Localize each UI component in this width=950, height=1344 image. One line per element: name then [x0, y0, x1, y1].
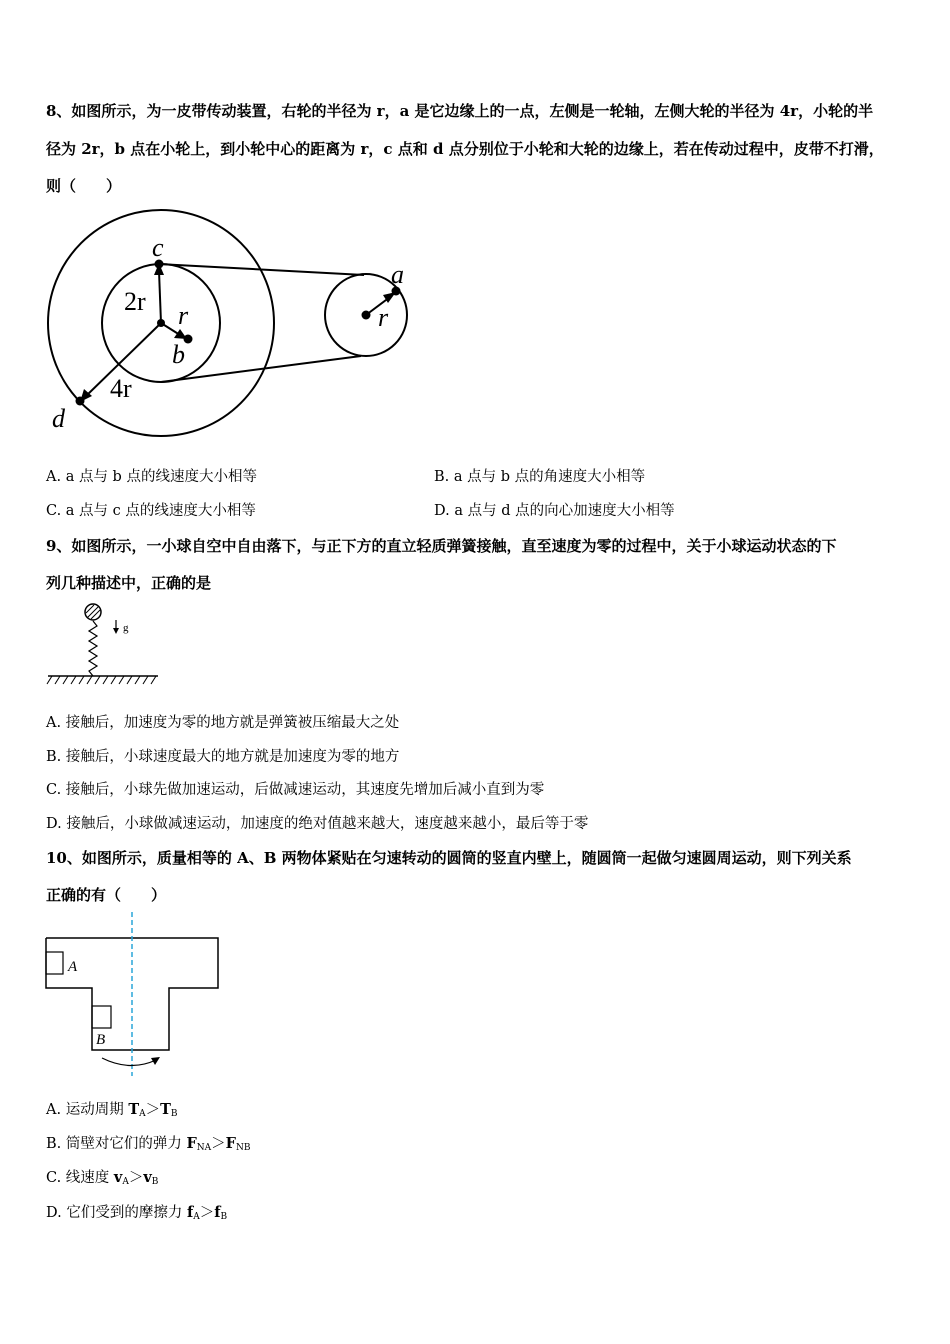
label-g: g [123, 622, 129, 634]
q10-option-a: A. 运动周期 $T_A>T_B$ [46, 1101, 178, 1119]
q8-option-c: C. a 点与 c 点的线速度大小相等 [46, 503, 256, 519]
q9-option-b: B. 接触后，小球速度最大的地方就是加速度为零的地方 [46, 749, 400, 765]
label-c: c [152, 233, 164, 262]
q9-option-a: A. 接触后，加速度为零的地方就是弹簧被压缩最大之处 [46, 715, 400, 731]
q9-option-d: D. 接触后，小球做减速运动，加速度的绝对值越来越大，速度越来越小，最后等于零 [46, 816, 589, 832]
q10-option-d: D. 它们受到的摩擦力 $f_A>f_B$ [46, 1204, 228, 1222]
q10-option-b: B. 筒壁对它们的弹力 $F_{NA}>F_{NB}$ [46, 1135, 251, 1153]
q8-option-b: B. a 点与 b 点的角速度大小相等 [434, 469, 646, 485]
q9-option-c: C. 接触后，小球先做加速运动，后做减速运动，其速度先增加后减小直到为零 [46, 782, 545, 798]
q8-text-line3: 则（ ） [46, 177, 122, 195]
rotating-cylinder-figure [40, 910, 230, 1080]
label-a: a [391, 260, 404, 289]
q10-option-c: C. 线速度 $v_A>v_B$ [46, 1169, 159, 1187]
label-2r: 2r [124, 287, 146, 316]
q9-text-line1: 9、如图所示，一小球自空中自由落下，与正下方的直立轻质弹簧接触，直至速度为零的过程中，关于小球运动状态的下 [46, 537, 837, 555]
q8-text-line2: 径为 2r，b 点在小轮上，到小轮中心的距离为 r，c 点和 d 点分别位于小轮和大轮的边缘上，若在传动过程中，皮带不打滑， [46, 140, 884, 158]
label-d: d [52, 404, 65, 433]
label-r-left: r [178, 301, 189, 330]
q10-text-line1: 10、如图所示，质量相等的 A、B 两物体紧贴在匀速转动的圆筒的竖直内壁上，随圆筒一起做匀速圆周运动，则下列关系 [46, 849, 852, 867]
q9-text-line2: 列几种描述中，正确的是 [46, 574, 212, 592]
spring-ball-figure [44, 600, 164, 692]
label-block-a: A [68, 959, 78, 975]
q8-text-line1: 8、如图所示，为一皮带传动装置，右轮的半径为 r，a 是它边缘上的一点，左侧是一轮轴，左侧大轮的半径为 4r，小轮的半 [46, 102, 874, 120]
belt-drive-figure [40, 205, 420, 445]
label-r-right: r [378, 303, 389, 332]
label-4r: 4r [110, 374, 132, 403]
q8-option-d: D. a 点与 d 点的向心加速度大小相等 [434, 503, 675, 519]
q10-text-line2: 正确的有（ ） [46, 886, 167, 904]
label-block-b: B [96, 1032, 106, 1048]
q8-option-a: A. a 点与 b 点的线速度大小相等 [46, 469, 257, 485]
label-b: b [172, 340, 185, 369]
